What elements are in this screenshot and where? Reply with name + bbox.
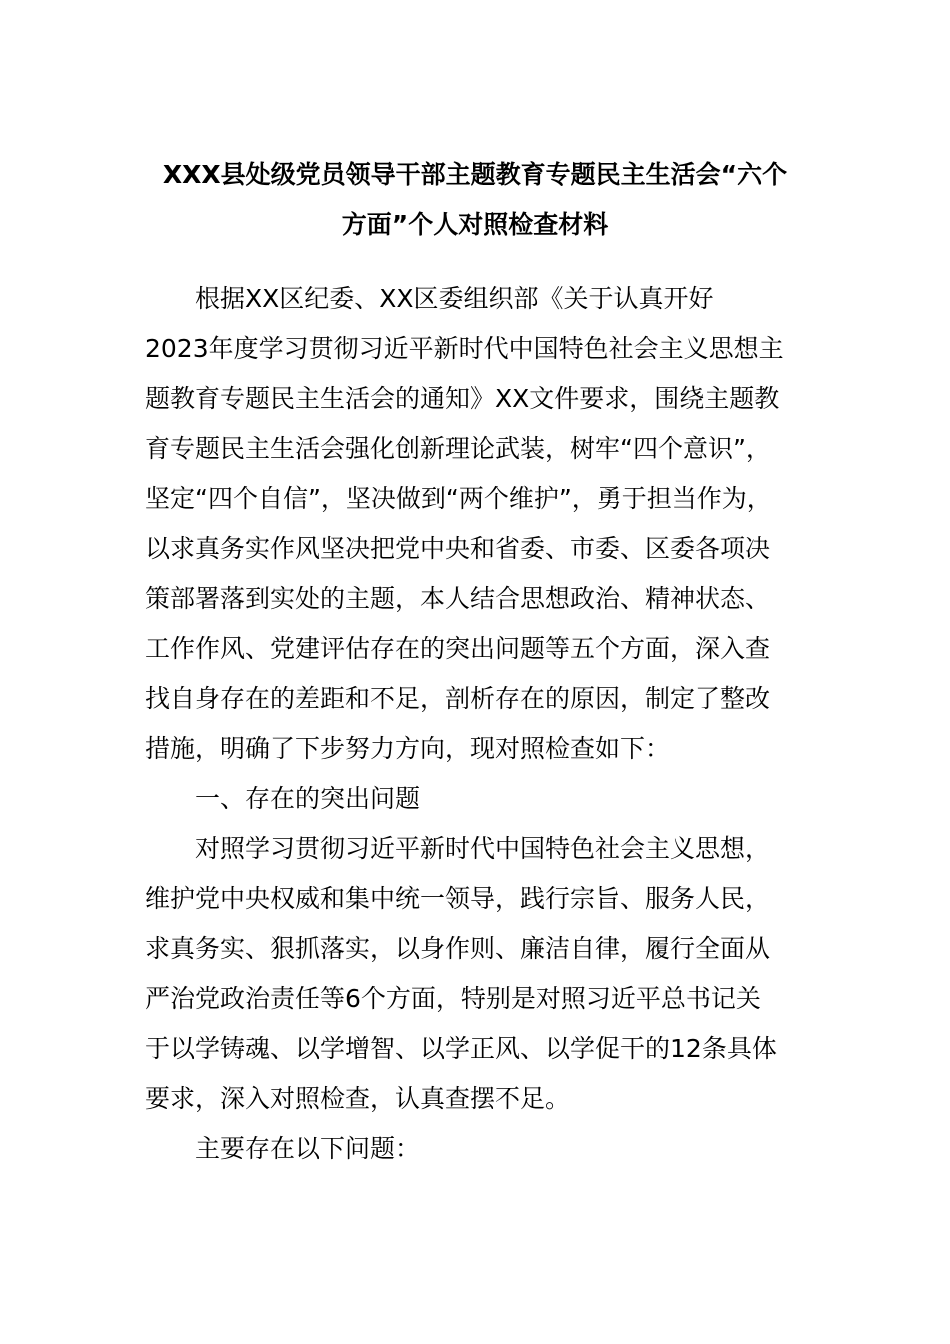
title-line-1: XXX县处级党员领导干部主题教育专题民主生活会“六个 xyxy=(162,160,788,189)
paragraph-line: 育专题民主生活会强化创新理论武装，树牢“四个意识”， xyxy=(145,434,771,463)
section-heading: 一、存在的突出问题 xyxy=(195,784,421,813)
paragraph-line: 主要存在以下问题： xyxy=(195,1134,421,1163)
paragraph-line: 根据XX区纪委、XX区委组织部《关于认真开好 xyxy=(195,284,714,313)
paragraph-line: 维护党中央权威和集中统一领导，践行宗旨、服务人民， xyxy=(145,884,771,913)
paragraph-line: 工作作风、党建评估存在的突出问题等五个方面，深入查 xyxy=(145,634,771,663)
paragraph-line: 策部署落到实处的主题，本人结合思想政治、精神状态、 xyxy=(145,584,771,613)
title-line-2: 方面”个人对照检查材料 xyxy=(341,210,609,239)
paragraph-line: 对照学习贯彻习近平新时代中国特色社会主义思想， xyxy=(195,834,771,863)
paragraph-line: 坚定“四个自信”，坚决做到“两个维护”，勇于担当作为， xyxy=(145,484,772,513)
paragraph-line: 要求，深入对照检查，认真查摆不足。 xyxy=(145,1084,571,1113)
paragraph-line: 严治党政治责任等6个方面，特别是对照习近平总书记关 xyxy=(145,984,761,1013)
paragraph-line: 措施，明确了下步努力方向，现对照检查如下： xyxy=(145,734,671,763)
paragraph-line: 2023年度学习贯彻习近平新时代中国特色社会主义思想主 xyxy=(145,334,784,363)
paragraph-line: 以求真务实作风坚决把党中央和省委、市委、区委各项决 xyxy=(145,534,771,563)
paragraph-line: 题教育专题民主生活会的通知》XX文件要求，围绕主题教 xyxy=(145,384,780,413)
paragraph-line: 求真务实、狠抓落实，以身作则、廉洁自律，履行全面从 xyxy=(145,934,771,963)
paragraph-line: 于以学铸魂、以学增智、以学正风、以学促干的12条具体 xyxy=(145,1034,777,1063)
paragraph-line: 找自身存在的差距和不足，剖析存在的原因，制定了整改 xyxy=(145,684,771,713)
